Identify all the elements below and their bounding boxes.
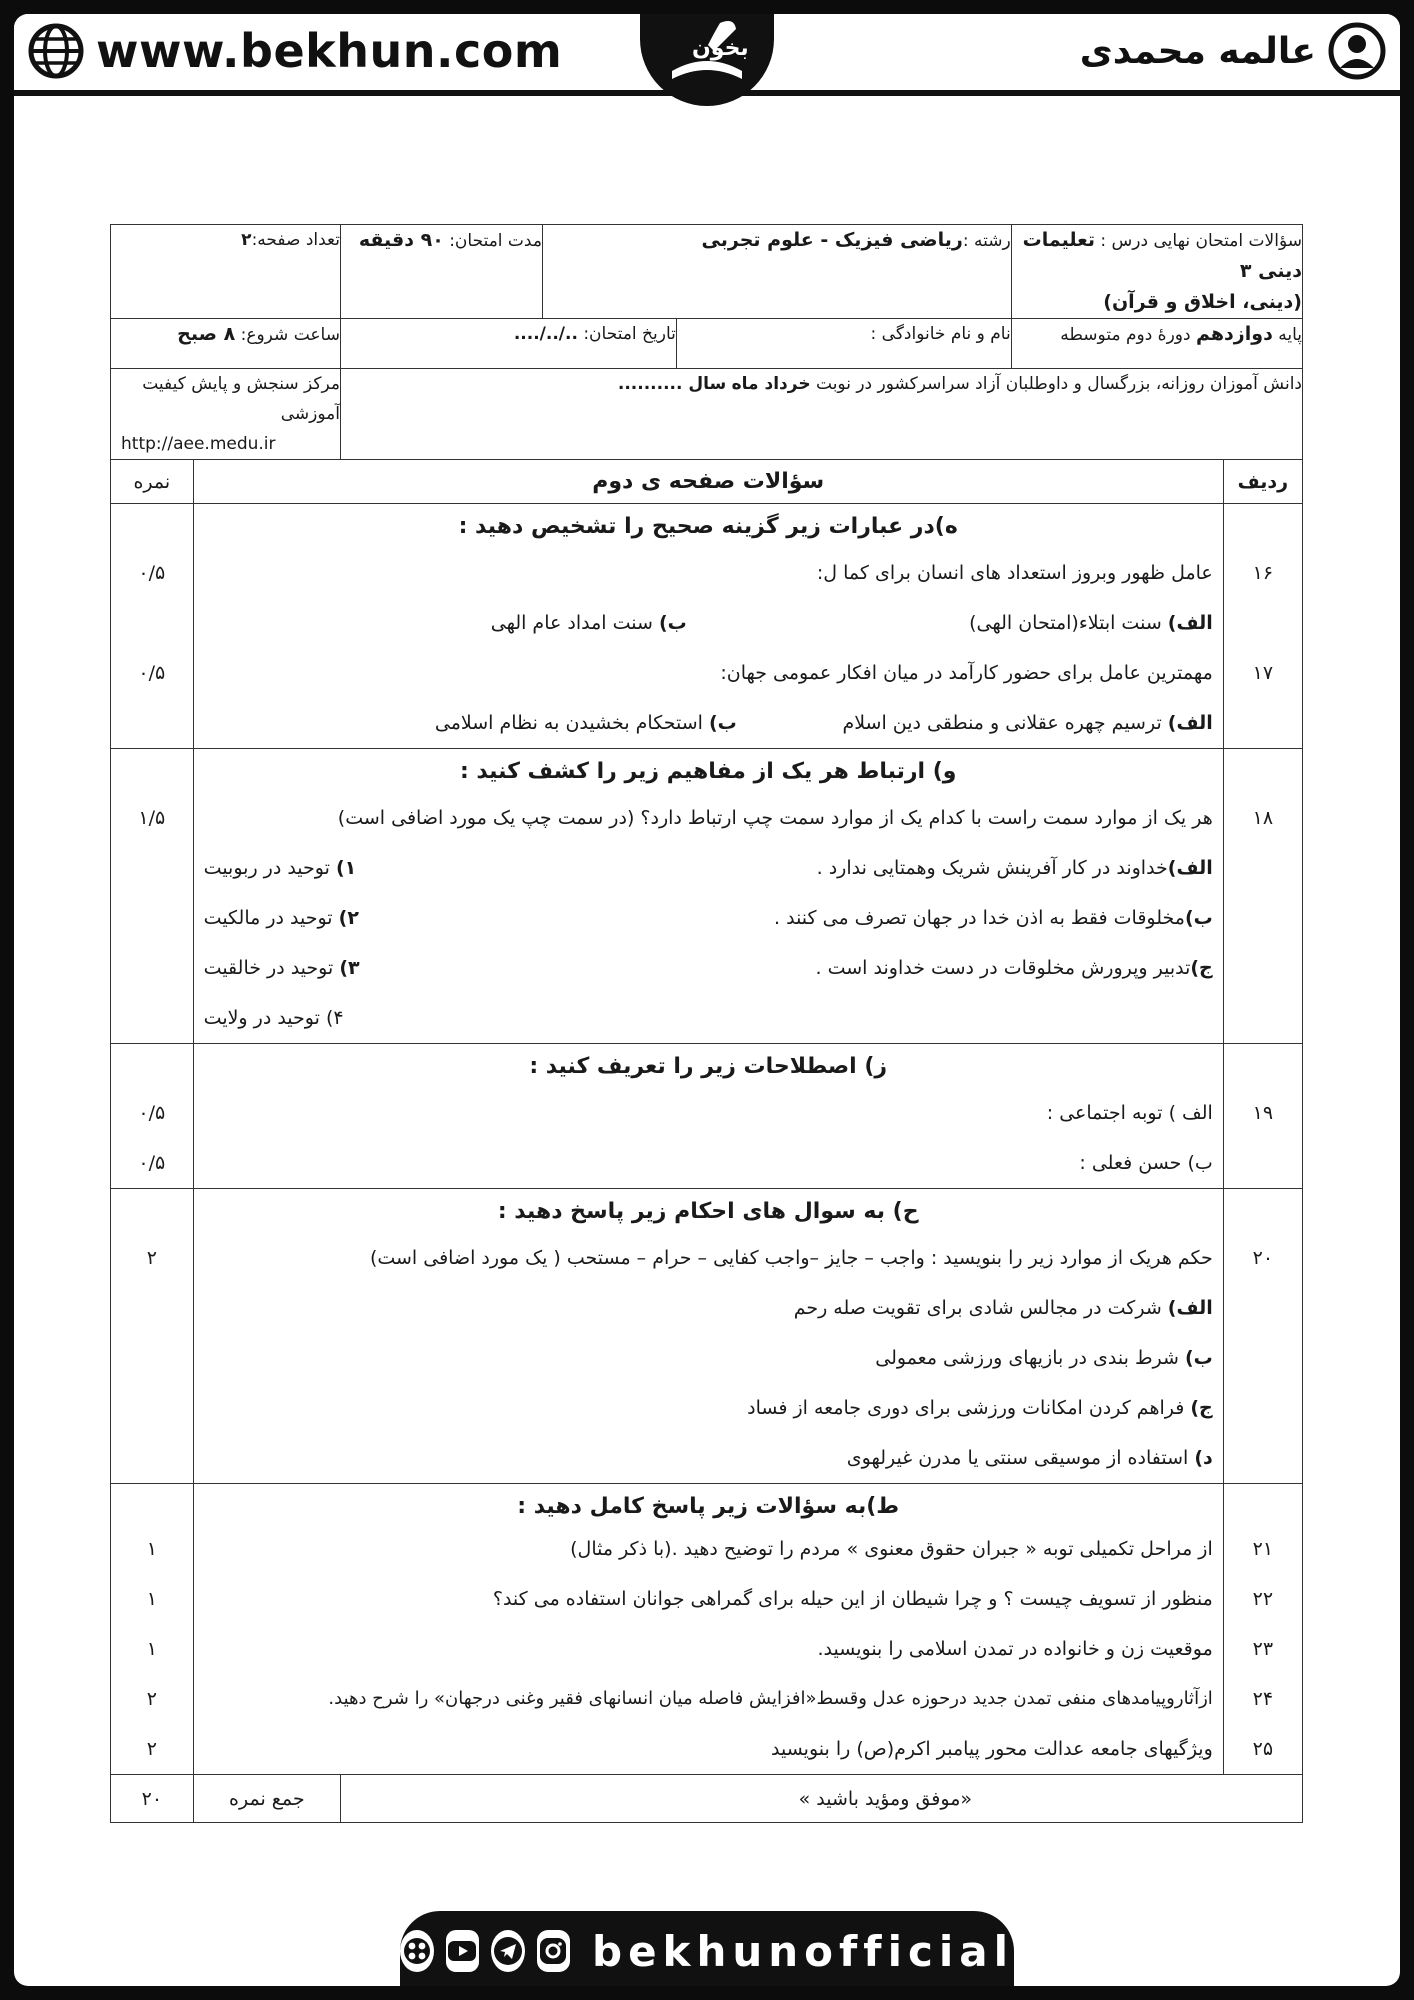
match-row-2: ب)مخلوقات فقط به اذن خدا در جهان تصرف می کنند . ۲) توحید در مالکیت [203, 907, 1213, 929]
start-time-cell: ساعت شروع: ۸ صبح [111, 319, 341, 369]
question-24: ازآثاروپیامدهای منفی تمدن جدید درحوزه عدل وقسط«افزایش فاصله میان انسانهای فقیر وغنی درجهان» را شرح دهید. [328, 1688, 1213, 1709]
section-h-scores: ۰/۵ ۰/۵ [111, 504, 194, 749]
section-v-body [193, 749, 1223, 1044]
question-22: منظور از تسویف چیست ؟ و چرا شیطان از این حیله برای گمراهی جوانان استفاده می کند؟ [492, 1588, 1213, 1610]
center-url[interactable]: http://aee.medu.ir [121, 434, 276, 454]
globe-icon [28, 23, 84, 79]
question-17-options: الف) ترسیم چهره عقلانی و منطقی دین اسلام ب) استحکام بخشیدن به نظام اسلامی [434, 712, 1213, 734]
rule-item-a: الف) شرکت در مجالس شادی برای تقویت صله رحم [793, 1297, 1213, 1319]
instagram-icon[interactable] [537, 1930, 571, 1972]
question-21: از مراحل تکمیلی توبه « جبران حقوق معنوی » مردم را توضیح دهید .(با ذکر مثال) [570, 1538, 1213, 1560]
term-a: الف ) توبه اجتماعی : [1046, 1102, 1213, 1124]
closing-wish: «موفق ومؤید باشید » [340, 1775, 1302, 1823]
user-avatar-icon [1328, 22, 1386, 80]
term-b: ب) حسن فعلی : [1079, 1152, 1213, 1174]
duration-value: ۹۰ دقیقه [358, 229, 444, 251]
question-25: ویژگیهای جامعه عدالت محور پیامبر اکرم(ص) را بنویسید [771, 1738, 1213, 1760]
grade-value: دوازدهم [1195, 323, 1273, 345]
social-footer [400, 1911, 1014, 1986]
site-url[interactable]: www.bekhun.com [96, 24, 563, 78]
center-name: مرکز سنجش و پایش کیفیت آموزشی [142, 374, 340, 424]
section-z-title: ز) اصطلاحات زیر را تعریف کنید : [529, 1054, 888, 1079]
field-value: ریاضی فیزیک - علوم تجربی [701, 229, 963, 251]
section-ta: ۲۱ ۲۲ ۲۳ ۲۴ ۲۵ ط)به سؤالات زیر پاسخ کامل دهید : از مراحل تکمیلی توبه « جبران حقوق معنوی » مردم را توضیح دهید .(با ذکر مثال) منظور از تسویف چیست ؟ و چرا شیطان از این حیله برای گمراهی جوانان استفاده می کند؟ موقعیت زن و خانواده در تمدن اسلامی را بنویسید. ازآثاروپیامدهای منفی تمدن جدید درحوزه عدل وقسط«افزایش فاصله میان انسانهای فقیر وغنی درجهان» را شرح دهید. ویژگیهای جامعه عدالت محور پیامبر اکرم(ص) را بنویسید ۱ ۱ ۱ ۲ ۲ [111, 1484, 1303, 1775]
pages-cell: تعداد صفحه:۲ [111, 225, 341, 319]
center-cell [111, 369, 341, 460]
page-title: سؤالات صفحه ی دوم [193, 460, 1223, 504]
question-17: مهمترین عامل برای حضور کارآمد در میان افکار عمومی جهان: [720, 662, 1213, 684]
date-cell: تاریخ امتحان: ../../.... [340, 319, 676, 369]
score-column-header: نمره [111, 460, 194, 504]
question-18: هر یک از موارد سمت راست با کدام یک از موارد سمت چپ ارتباط دارد؟ (در سمت چپ یک مورد اضافی است) [337, 807, 1213, 829]
rule-item-b: ب) شرط بندی در بازیهای ورزشی معمولی [875, 1347, 1213, 1369]
logo-text: بخون [692, 36, 749, 61]
exam-table [110, 224, 1303, 1823]
section-ha-body [193, 1189, 1223, 1484]
question-23: موقعیت زن و خانواده در تمدن اسلامی را بنویسید. [817, 1638, 1213, 1660]
course-subtitle: (دینی، اخلاق و قرآن) [1103, 291, 1302, 313]
match-row-4: ۴) توحید در ولایت [203, 1007, 344, 1029]
exam-page [14, 14, 1400, 1986]
start-time-value: ۸ صبح [177, 323, 236, 345]
section-ha: ۲۰ ح) به سوال های احکام زیر پاسخ دهید : حکم هریک از موارد زیر را بنویسید : واجب – جایز –واجب کفایی – حرام – مستحب ( یک مورد اضافی است) الف) شرکت در مجالس شادی برای تقویت صله رحم ب) شرط بندی در بازیهای ورزشی معمولی ج) فراهم کردن امکانات ورزشی برای دوری جامعه از فساد د) استفاده از موسیقی سنتی یا مدرن غیرلهوی ۲ [111, 1189, 1303, 1484]
match-row-1: الف)خداوند در کار آفرینش شریک وهمتایی ندارد . ۱) توحید در ربوبیت [203, 857, 1213, 879]
students-cell: دانش آموزان روزانه، بزرگسال و داوطلبان آزاد سراسرکشور در نوبت خرداد ماه سال .......... [340, 369, 1302, 460]
author-block [1080, 22, 1386, 80]
date-value: ../../.... [513, 324, 578, 344]
section-h-title: ه)در عبارات زیر گزینه صحیح را تشخیص دهید : [458, 514, 958, 539]
section-h [111, 504, 1303, 749]
question-16: عامل ظهور وبروز استعداد های انسان برای کما ل: [816, 562, 1213, 584]
question-16-options: الف) سنت ابتلاء(امتحان الهی) ب) سنت امداد عام الهی [490, 612, 1213, 634]
section-z: ۱۹ ز) اصطلاحات زیر را تعریف کنید : الف ) توبه اجتماعی : ب) حسن فعلی : ۰/۵ ۰/۵ [111, 1044, 1303, 1189]
match-row-3: ج)تدبیر وپرورش مخلوقات در دست خداوند است . ۳) توحید در خالقیت [203, 957, 1213, 979]
social-handle[interactable]: bekhunofficial [592, 1926, 1015, 1976]
row-numbers: ۱۶ ۱۷ [1223, 504, 1302, 749]
question-20: حکم هریک از موارد زیر را بنویسید : واجب – جایز –واجب کفایی – حرام – مستحب ( یک مورد اضافی است) [369, 1247, 1213, 1269]
row-column-header: ردیف [1223, 460, 1302, 504]
grade-cell: پایه دوازدهم دورهٔ دوم متوسطه [1011, 319, 1302, 369]
section-z-body [193, 1044, 1223, 1189]
section-h-body [193, 504, 1223, 749]
exam-month: خرداد ماه [731, 374, 811, 394]
pages-value: ۲ [241, 230, 252, 250]
total-row [111, 1775, 1303, 1823]
telegram-icon[interactable] [491, 1930, 525, 1972]
field-cell: رشته :ریاضی فیزیک - علوم تجربی [542, 225, 1011, 319]
rule-item-c: ج) فراهم کردن امکانات ورزشی برای دوری جامعه از فساد [747, 1397, 1213, 1419]
aparat-icon[interactable] [400, 1930, 434, 1972]
section-ta-body [193, 1484, 1223, 1775]
student-name-label: نام و نام خانوادگی : [870, 324, 1011, 344]
author-name: عالمه محمدی [1079, 30, 1316, 72]
youtube-icon[interactable] [446, 1930, 480, 1972]
brand-logo [640, 14, 774, 106]
book-logo-icon [662, 14, 752, 95]
student-name-cell [676, 319, 1011, 369]
section-ta-title: ط)به سؤالات زیر پاسخ کامل دهید : [517, 1494, 900, 1519]
section-v-title: و) ارتباط هر یک از مفاهیم زیر را کشف کنید : [459, 759, 957, 784]
course-cell: سؤالات امتحان نهایی درس : تعلیمات دینی ۳ (دینی، اخلاق و قرآن) [1011, 225, 1302, 319]
site-header [14, 14, 1400, 96]
site-link[interactable] [28, 22, 562, 80]
rule-item-d: د) استفاده از موسیقی سنتی یا مدرن غیرلهوی [846, 1447, 1213, 1469]
total-value: ۲۰ [111, 1775, 194, 1823]
duration-cell: مدت امتحان: ۹۰ دقیقه [340, 225, 542, 319]
course-name: تعلیمات دینی ۳ [1022, 229, 1302, 282]
total-label: جمع نمره [193, 1775, 340, 1823]
section-v: ۱۸ و) ارتباط هر یک از مفاهیم زیر را کشف کنید : هر یک از موارد سمت راست با کدام یک از موارد سمت چپ ارتباط دارد؟ (در سمت چپ یک مورد اضافی است) الف)خداوند در کار آفرینش شریک وهمتایی ندارد . ۱) توحید در ربوبیت ب)مخلوقات فقط به اذن خدا در جهان تصرف می کنند . ۲) توحید در مالکیت ج)تدبیر وپرورش مخلوقات در دست خداوند است . ۳) توحید در خالقیت ۴) توحید در ولایت ۱/۵ [111, 749, 1303, 1044]
section-ha-title: ح) به سوال های احکام زیر پاسخ دهید : [497, 1199, 919, 1224]
